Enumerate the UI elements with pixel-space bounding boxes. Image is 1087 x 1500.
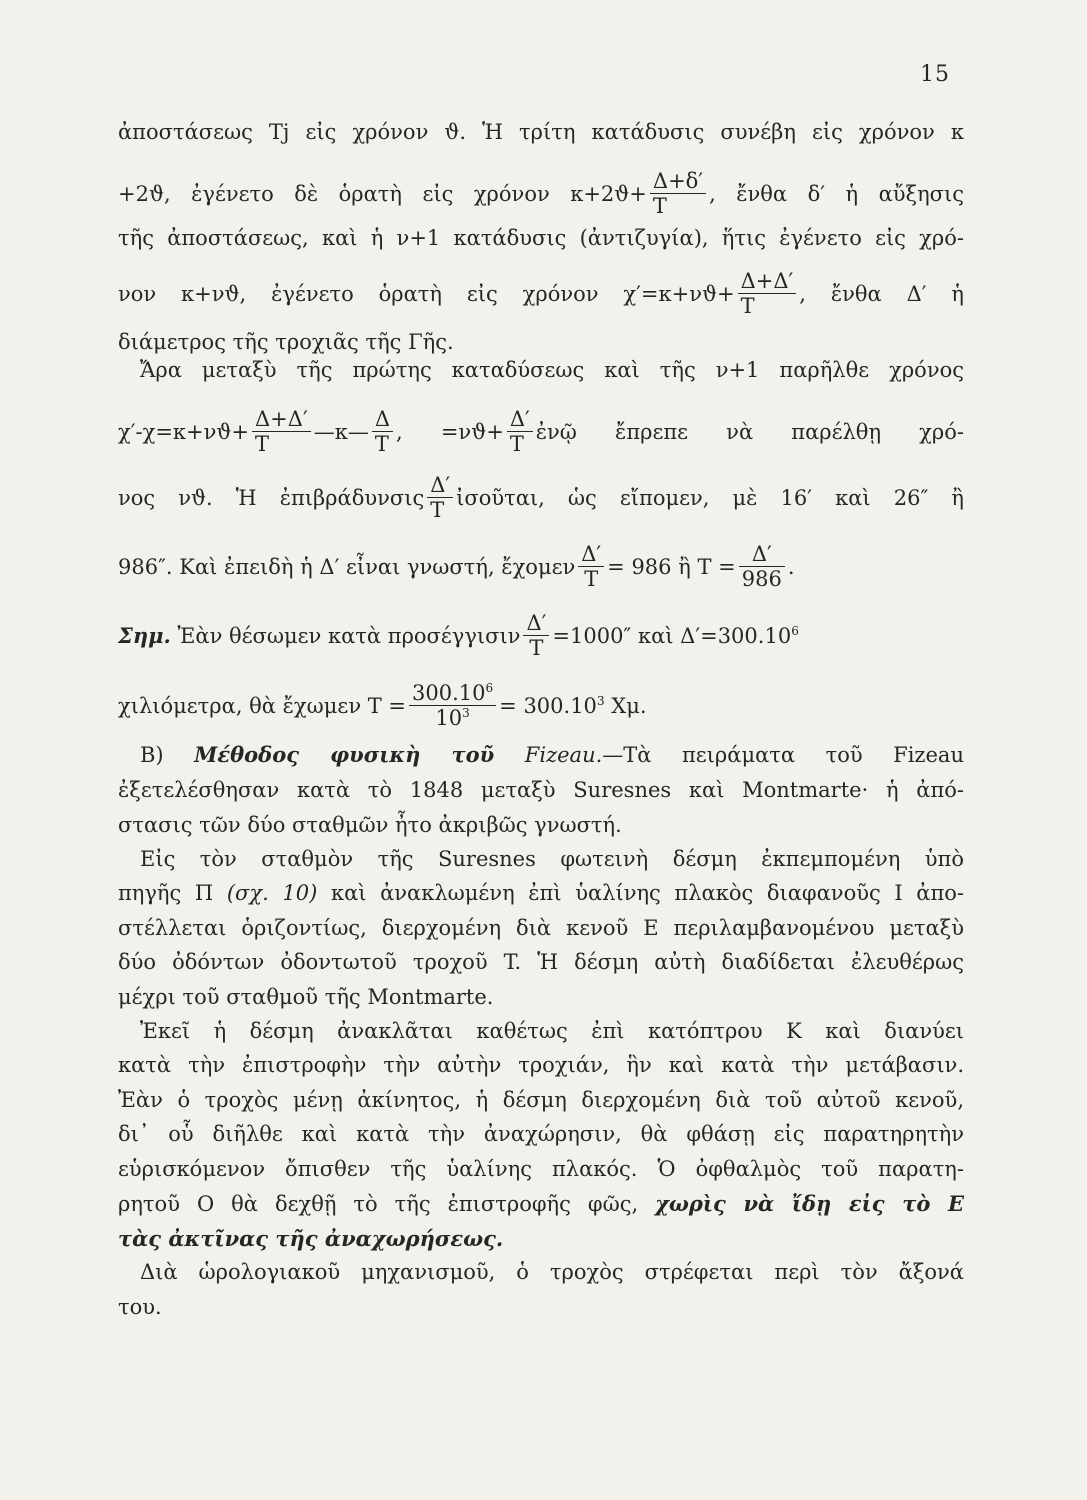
text-line: δύο ὀδόντων ὀδοντωτοῦ τροχοῦ T. Ἡ δέσμη αὐτὴ διαδίδεται ἐλευθέρως	[118, 950, 964, 974]
text-line-with-fraction: +2ϑ, ἐγένετο δὲ ὁρατὴ εἰς χρόνον κ+2ϑ+ $\frac{\Delta+\delta'}{T}$ , ἔνθα δ′ ἡ αὔξησις	[118, 169, 964, 219]
text-line: ἀποστάσεως Tj εἰς χρόνον ϑ. Ἡ τρίτη κατάδυσις συνέβη εἰς χρόνον κ	[118, 120, 964, 144]
text-line: Διὰ ὡρολογιακοῦ μηχανισμοῦ, ὁ τροχὸς στρέφεται περὶ τὸν ἄξονά	[140, 1260, 964, 1284]
figure-reference: (σχ. 10)	[226, 881, 318, 905]
text-line: μέχρι τοῦ σταθμοῦ τῆς Montmarte.	[118, 985, 494, 1009]
fraction: $\frac{\Delta'}{986}$	[739, 543, 785, 590]
text-line-with-fraction: νος νϑ. Ἡ ἐπιβράδυνσις $\frac{\Delta'}{T}$ ἰσοῦται, ὡς εἴπομεν, μὲ 16′ καὶ 26″ ἢ	[118, 473, 964, 523]
section-title: Μέθοδος φυσικὴ τοῦ	[194, 742, 495, 767]
fraction: $\frac{\Delta+\Delta'}{T}$	[252, 408, 311, 455]
text-line: κατὰ τὴν ἐπιστροφὴν τὴν αὐτὴν τροχιάν, ἣν καὶ κατὰ τὴν μετάβασιν.	[118, 1053, 964, 1077]
fraction: $\frac{\Delta}{T}$	[372, 408, 393, 455]
text-line: Ἐὰν ὁ τροχὸς μένῃ ἀκίνητος, ἡ δέσμη διερχομένη διὰ τοῦ αὐτοῦ κενοῦ,	[118, 1088, 964, 1112]
fraction: $\frac{\Delta'}{T}$	[523, 612, 549, 659]
text-line: Ἐκεῖ ἡ δέσμη ἀνακλᾶται καθέτως ἐπὶ κατόπτρου K καὶ διανύει	[140, 1019, 964, 1043]
fraction: $\frac{\Delta+\Delta'}{T}$	[738, 270, 797, 317]
text-line: δι᾽ οὗ διῆλθε καὶ κατὰ τὴν ἀναχώρησιν, θὰ φθάσῃ εἰς παρατηρητὴν	[118, 1122, 964, 1146]
text-line: διάμετρος τῆς τροχιᾶς τῆς Γῆς.	[118, 330, 454, 354]
text-line	[118, 1228, 964, 1250]
equation-line: 986″. Καὶ ἐπειδὴ ἡ Δ′ εἶναι γνωστή, ἔχομεν $\frac{\Delta'}{T}$ = 986 ἢ T = $\frac{\Delta'}{986}$ .	[118, 542, 795, 592]
note-label: Σημ.	[118, 623, 171, 649]
fraction: $\frac{300.10^6}{10^3}$	[409, 682, 496, 729]
text-line: πηγῆς Π (σχ. 10) καὶ ἀνακλωμένη ἐπὶ ὑαλίνης πλακὸς διαφανοῦς I ἀπο-	[118, 881, 964, 905]
text-line: ἐξετελέσθησαν κατὰ τὸ 1848 μεταξὺ Suresnes καὶ Montmarte· ἡ ἀπό-	[118, 778, 964, 802]
fraction: $\frac{\Delta'}{T}$	[507, 408, 533, 455]
fraction: $\frac{\Delta'}{T}$	[578, 543, 604, 590]
text-line: Εἰς τὸν σταθμὸν τῆς Suresnes φωτεινὴ δέσμη ἐκπεμπομένη ὑπὸ	[140, 847, 964, 871]
text-line-with-fraction: νον κ+νϑ, ἐγένετο ὁρατὴ εἰς χρόνον χ′=κ+νϑ+ $\frac{\Delta+\Delta'}{T}$ , ἔνθα Δ′ ἡ	[118, 269, 965, 319]
text-line: εὑρισκόμενον ὄπισθεν τῆς ὑαλίνης πλακός. Ὁ ὀφθαλμὸς τοῦ παρατη-	[118, 1157, 964, 1181]
text-line: στασις τῶν δύο σταθμῶν ἦτο ἀκριβῶς γνωστή.	[118, 813, 622, 837]
fraction: $\frac{\Delta'}{T}$	[427, 474, 453, 521]
text-line: ρητοῦ O θὰ δεχθῇ τὸ τῆς ἐπιστροφῆς φῶς, χωρὶς νὰ ἴδῃ εἰς τὸ E	[118, 1191, 964, 1216]
text-line: τῆς ἀποστάσεως, καὶ ἡ ν+1 κατάδυσις (ἀντιζυγία), ἥτις ἐγένετο εἰς χρό-	[118, 226, 964, 250]
emphasis: χωρὶς νὰ ἴδῃ εἰς τὸ E	[655, 1191, 964, 1216]
emphasis: τὰς ἀκτῖνας τῆς ἀναχωρήσεως.	[118, 1226, 504, 1251]
page-number: 15	[920, 62, 950, 87]
fraction: $\frac{\Delta+\delta'}{T}$	[650, 170, 706, 217]
note-line: Σημ. Ἐὰν θέσωμεν κατὰ προσέγγισιν $\frac{\Delta'}{T}$ =1000″ καὶ $\Delta'=300.10^6$	[118, 611, 799, 661]
text-line: Ἄρα μεταξὺ τῆς πρώτης καταδύσεως καὶ τῆς ν+1 παρῆλθε χρόνος	[140, 358, 964, 382]
equation-line: χ′-χ=κ+νϑ+ $\frac{\Delta+\Delta'}{T}$ —κ— $\frac{\Delta}{T}$ , =νϑ+ $\frac{\Delta'}{T}$ ἐνῷ ἔπρεπε νὰ παρέλθῃ χρό-	[118, 407, 964, 457]
text-line: του.	[118, 1295, 162, 1319]
equation-line: χιλιόμετρα, θὰ ἔχωμεν T = $\frac{300.10^6}{10^3}$ = $300.10^3$ Χμ.	[118, 681, 647, 731]
text-line: στέλλεται ὁριζοντίως, διερχομένη διὰ κενοῦ E περιλαμβανομένου μεταξὺ	[118, 916, 964, 940]
section-heading: B) Μέθοδος φυσικὴ τοῦ Fizeau.—Τὰ πειράματα τοῦ Fizeau	[140, 742, 964, 767]
